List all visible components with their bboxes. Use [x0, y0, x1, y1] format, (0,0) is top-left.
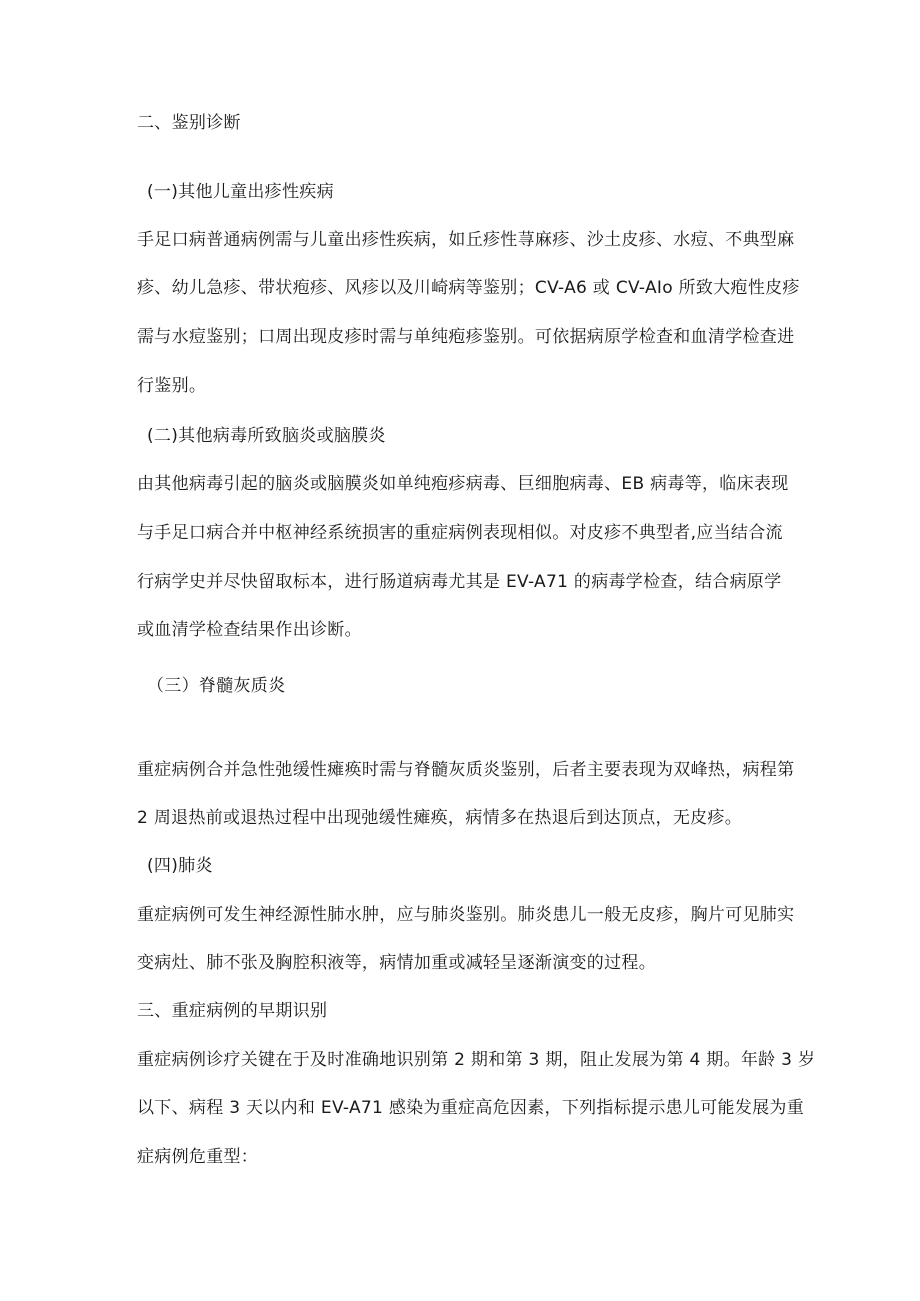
paragraph-line: 行鉴别。 [137, 376, 207, 396]
section-heading-differential-diagnosis: 二、鉴别诊断 [137, 113, 241, 133]
subheading-pneumonia: (四)肺炎 [147, 856, 213, 876]
paragraph-line: 行病学史并尽快留取标本，进行肠道病毒尤其是 EV-A71 的病毒学检查，结合病原学 [137, 572, 782, 592]
subheading-rash-diseases: (一)其他儿童出疹性疾病 [147, 182, 334, 202]
paragraph-line: 需与水痘鉴别；口周出现皮疹时需与单纯疱疹鉴别。可依据病原学检查和血清学检查进 [137, 327, 795, 347]
paragraph-line: 手足口病普通病例需与儿童出疹性疾病，如丘疹性荨麻疹、沙土皮疹、水痘、不典型麻 [137, 230, 795, 250]
paragraph-line: 症病例危重型： [137, 1147, 259, 1167]
paragraph-line: 以下、病程 3 天以内和 EV-A71 感染为重症高危因素，下列指标提示患儿可能发展为重 [137, 1098, 805, 1118]
paragraph-line: 重症病例合并急性弛缓性瘫痪时需与脊髓灰质炎鉴别，后者主要表现为双峰热，病程第 [137, 760, 795, 780]
paragraph-line: 2 周退热前或退热过程中出现弛缓性瘫痪，病情多在热退后到达顶点，无皮疹。 [137, 808, 743, 828]
paragraph-line: 疹、幼儿急疹、带状疱疹、风疹以及川崎病等鉴别；CV-A6 或 CV-AIo 所致大疱性皮疹 [137, 278, 800, 298]
subheading-poliomyelitis: （三）脊髓灰质炎 [147, 676, 286, 696]
paragraph-line: 由其他病毒引起的脑炎或脑膜炎如单纯疱疹病毒、巨细胞病毒、EB 病毒等，临床表现 [137, 474, 789, 494]
paragraph-line: 与手足口病合并中枢神经系统损害的重症病例表现相似。对皮疹不典型者,应当结合流 [137, 523, 783, 543]
section-heading-early-identification: 三、重症病例的早期识别 [137, 1001, 328, 1021]
paragraph-line: 或血清学检查结果作出诊断。 [137, 620, 362, 640]
paragraph-line: 变病灶、肺不张及胸腔积液等，病情加重或减轻呈逐渐演变的过程。 [137, 953, 656, 973]
paragraph-line: 重症病例诊疗关键在于及时准确地识别第 2 期和第 3 期，阻止发展为第 4 期。年龄 3 岁 [137, 1050, 816, 1070]
paragraph-line: 重症病例可发生神经源性肺水肿，应与肺炎鉴别。肺炎患儿一般无皮疹，胸片可见肺实 [137, 905, 795, 925]
subheading-viral-encephalitis: (二)其他病毒所致脑炎或脑膜炎 [147, 426, 386, 446]
